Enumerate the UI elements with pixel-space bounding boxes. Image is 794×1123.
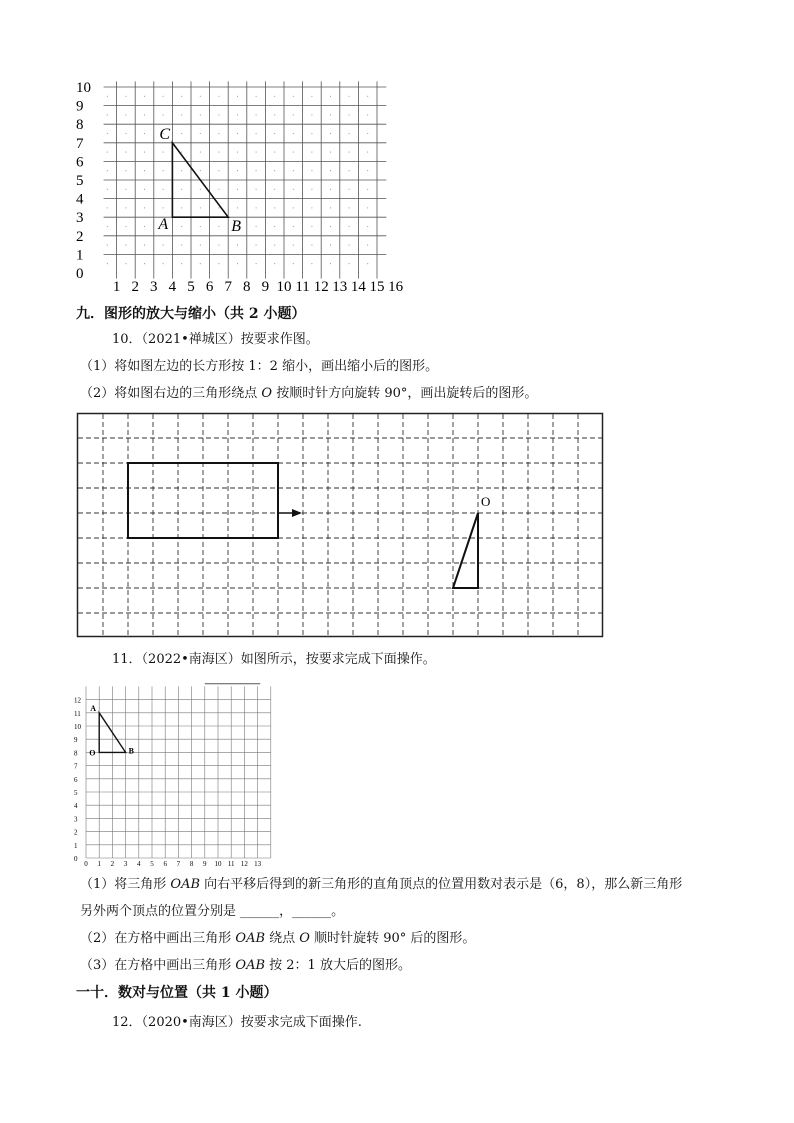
fig3-grid	[86, 686, 271, 858]
fig3-y-label: 5	[74, 789, 78, 797]
fig1-x-label: 11	[295, 279, 310, 295]
q10-figure-border	[78, 414, 603, 637]
fig3-x-label: 0	[84, 860, 88, 868]
fig1-y-label: 3	[76, 210, 84, 227]
fig3-x-label: 4	[137, 860, 141, 868]
fig1-x-label: 14	[350, 279, 366, 295]
fig1-point-c-label: C	[159, 125, 171, 143]
q11-figure	[72, 676, 282, 868]
q11-stem: 11．（2022•南海区）如图所示，按要求完成下面操作。	[112, 652, 436, 667]
fig1-x-label: 15	[369, 279, 385, 295]
fig3-x-label: 2	[110, 860, 115, 868]
fig3-y-label: 1	[74, 841, 78, 850]
q10-stem: 10．（2021•禅城区）按要求作图。	[112, 332, 319, 347]
fig1-x-label: 12	[313, 279, 329, 295]
q12-stem: 12．（2020•南海区）按要求完成下面操作.	[112, 1015, 362, 1030]
fig1-x-label: 8	[243, 279, 251, 295]
fig3-y-label: 4	[74, 802, 78, 811]
fig1-x-label: 2	[131, 279, 139, 295]
q10-arrow-head	[292, 509, 302, 517]
q10-triangle	[453, 513, 478, 588]
fig1-y-label: 10	[76, 80, 91, 96]
coordinate-grid-abc	[70, 78, 410, 296]
fig3-y-label: 3	[74, 815, 78, 824]
fig3-x-label: 12	[240, 860, 248, 868]
fig1-y-label: 8	[76, 117, 84, 134]
section-heading-10: 一十．数对与位置（共 1 小题）	[76, 985, 278, 1001]
fig1-x-label: 6	[205, 279, 214, 295]
fig1-x-label: 13	[332, 279, 348, 295]
fig3-y-label: 10	[74, 723, 81, 731]
fig1-y-label: 1	[76, 247, 84, 264]
fig3-y-label: 0	[74, 855, 78, 863]
fig1-point-b-label: B	[231, 218, 241, 236]
fig1-y-label: 2	[76, 228, 84, 245]
fig1-x-label: 1	[112, 279, 121, 295]
fig1-y-label: 7	[76, 135, 84, 152]
fig3-y-label: 2	[74, 828, 78, 837]
fig1-y-label: 0	[76, 266, 84, 282]
fig3-x-label: 11	[227, 860, 235, 868]
fig1-x-label: 16	[388, 279, 404, 295]
fig1-grid	[104, 81, 387, 278]
fig1-y-label: 4	[76, 191, 84, 208]
q11-part3: （3）在方格中画出三角形 OAB 按 2：1 放大后的图形。	[80, 958, 411, 973]
fig1-x-label: 5	[187, 279, 195, 295]
fig1-y-label: 9	[76, 98, 84, 115]
fig1-x-label: 9	[261, 279, 270, 295]
fig3-x-label: 9	[203, 860, 207, 868]
fig3-x-label: 5	[150, 860, 154, 868]
fig1-x-label: 4	[168, 279, 177, 295]
fig1-y-label: 6	[76, 154, 84, 171]
fig3-x-label: 10	[214, 860, 222, 868]
fig3-y-label: 7	[74, 762, 78, 771]
fig3-point-b-label: B	[128, 746, 134, 756]
q11-part1-line1: （1）将三角形 OAB 向右平移后得到的新三角形的直角顶点的位置用数对表示是（6，8），那么新三角形	[80, 877, 683, 892]
fig1-x-label: 3	[150, 279, 158, 295]
fig3-x-label: 1	[97, 860, 101, 868]
fig3-y-label: 6	[74, 775, 78, 784]
fig3-point-o-label: O	[89, 748, 96, 758]
fig3-y-label: 11	[74, 709, 81, 718]
fig3-x-label: 3	[123, 860, 128, 868]
fig3-y-label: 12	[74, 696, 81, 705]
fig3-y-label: 9	[74, 736, 78, 745]
fig3-x-label: 6	[163, 860, 167, 868]
fig3-x-label: 8	[189, 860, 194, 868]
q10-figure	[76, 412, 606, 640]
fig3-y-label: 8	[74, 749, 78, 758]
section-heading-9: 九．图形的放大与缩小（共 2 小题）	[76, 306, 306, 322]
fig1-y-label: 5	[76, 173, 84, 189]
fig3-x-label: 13	[254, 860, 262, 868]
fig1-x-label: 10	[276, 279, 292, 295]
q10-part2: （2）将如图右边的三角形绕点 O 按顺时针方向旋转 90°，画出旋转后的图形。	[80, 386, 538, 401]
q11-part2: （2）在方格中画出三角形 OAB 绕点 O 顺时针旋转 90° 后的图形。	[80, 931, 476, 946]
fig1-x-label: 7	[224, 279, 232, 295]
fig3-point-a-label: A	[90, 703, 96, 713]
q10-dashed-grid	[78, 414, 602, 636]
fig1-point-a-label: A	[158, 216, 169, 234]
q10-point-o-label: O	[481, 494, 491, 509]
q10-part1: （1）将如图左边的长方形按 1：2 缩小，画出缩小后的图形。	[80, 359, 439, 374]
q11-part1-line2: 另外两个顶点的位置分别是 ______，______。	[80, 904, 345, 919]
fig3-x-label: 7	[176, 860, 181, 868]
